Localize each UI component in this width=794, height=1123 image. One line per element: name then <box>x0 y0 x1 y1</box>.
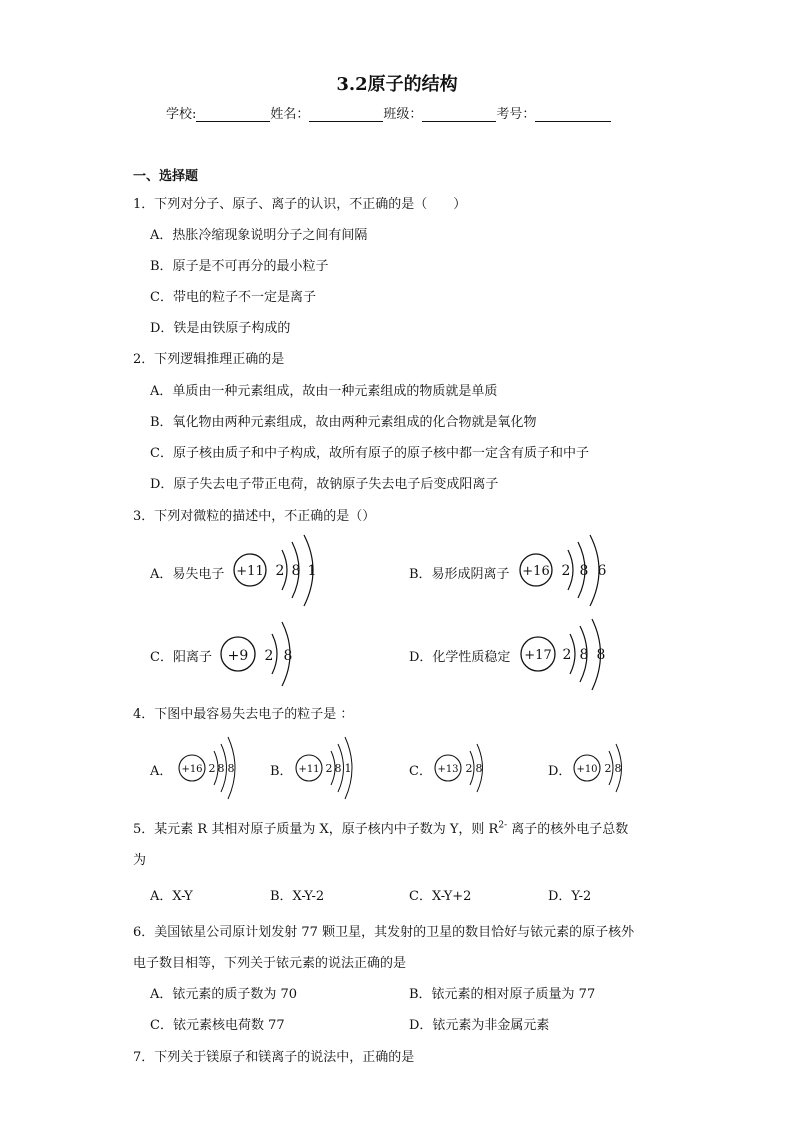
nucleus-label: +11 <box>236 564 264 579</box>
shell-count-3: 8 <box>596 647 606 663</box>
nucleus-label: +10 <box>576 764 598 775</box>
page-title: 3.2原子的结构 <box>336 74 458 95</box>
q6-stem-line2: 电子数目相等，下列关于铱元素的说法正确的是 <box>133 956 407 971</box>
shell-count-1: 2 <box>325 762 333 775</box>
q2-option-c[interactable]: C．原子核由质子和中子构成，故所有原子的原子核中都一定含有质子和中子 <box>150 446 589 461</box>
shell-count-2: 8 <box>579 563 589 579</box>
shell-count-3: 8 <box>227 762 235 775</box>
nucleus-label: +11 <box>298 764 320 775</box>
q1-stem: 1．下列对分子、原子、离子的认识，不正确的是（ ） <box>133 197 467 212</box>
q3-option-a-label[interactable]: A．易失电子 <box>150 567 225 582</box>
q5-stem-part2: 离子的核外电子总数 <box>507 822 629 837</box>
class-label: 班级： <box>383 107 423 122</box>
shell-count-1: 2 <box>465 762 473 775</box>
q5-option-c[interactable]: C．X-Y+2 <box>409 889 472 904</box>
q6-option-a[interactable]: A．铱元素的质子数为 70 <box>150 987 298 1002</box>
q4-stem: 4．下图中最容易失去电子的粒子是 ： <box>133 707 354 722</box>
section-heading: 一、选择题 <box>133 169 199 184</box>
q5-option-d[interactable]: D．Y-2 <box>548 889 592 904</box>
q3-option-d-diagram <box>518 614 610 694</box>
q4-option-c-diagram <box>432 733 492 803</box>
q4-option-b-diagram <box>293 733 363 803</box>
q5-stem <box>133 818 628 837</box>
q4-option-a-diagram <box>176 733 246 803</box>
q1-option-d[interactable]: D．铁是由铁原子构成的 <box>150 321 291 336</box>
q6-option-d[interactable]: D．铱元素为非金属元素 <box>409 1018 550 1033</box>
q2-option-a[interactable]: A．单质由一种元素组成，故由一种元素组成的物质就是单质 <box>150 384 498 399</box>
q4-option-d-label[interactable]: D． <box>548 764 572 779</box>
q6-stem-line1: 6．美国铱星公司原计划发射 77 颗卫星，其发射的卫星的数目恰好与铱元素的原子核外 <box>133 925 635 940</box>
school-label: 学校: <box>166 107 197 122</box>
shell-count-2: 8 <box>334 762 342 775</box>
shell-count-2: 8 <box>614 762 622 775</box>
q5-superscript: 2- <box>498 820 508 831</box>
q1-option-a[interactable]: A．热胀冷缩现象说明分子之间有间隔 <box>150 228 368 243</box>
name-blank[interactable] <box>309 107 383 122</box>
q4-option-d-diagram <box>571 733 631 803</box>
q1-option-c[interactable]: C．带电的粒子不一定是离子 <box>150 290 316 305</box>
q5-stem-part1: 5．某元素 R 其相对原子质量为 X，原子核内中子数为 Y，则 R <box>133 822 499 837</box>
q7-stem: 7．下列关于镁原子和镁离子的说法中，正确的是 <box>133 1050 415 1065</box>
q6-option-c[interactable]: C．铱元素核电荷数 77 <box>150 1018 285 1033</box>
q4-option-b-label[interactable]: B． <box>270 764 293 779</box>
q2-stem: 2．下列逻辑推理正确的是 <box>133 352 285 367</box>
student-info-row <box>166 103 611 122</box>
q3-option-c-diagram <box>218 614 298 694</box>
shell-count-1: 2 <box>604 762 612 775</box>
shell-count-1: 2 <box>561 563 571 579</box>
school-blank[interactable] <box>196 107 270 122</box>
shell-count-3: 1 <box>307 563 317 579</box>
shell-count-2: 8 <box>217 762 225 775</box>
q5-option-a[interactable]: A．X-Y <box>150 889 193 904</box>
q2-option-d[interactable]: D．原子失去电子带正电荷，故钠原子失去电子后变成阳离子 <box>150 477 499 492</box>
shell-count-1: 2 <box>275 563 285 579</box>
q2-option-b[interactable]: B．氧化物由两种元素组成，故由两种元素组成的化合物就是氧化物 <box>150 415 537 430</box>
q3-option-b-label[interactable]: B．易形成阴离子 <box>409 567 510 582</box>
shell-count-1: 2 <box>562 647 572 663</box>
q1-option-b[interactable]: B．原子是不可再分的最小粒子 <box>150 259 329 274</box>
nucleus-label: +16 <box>522 564 550 579</box>
q6-option-b[interactable]: B．铱元素的相对原子质量为 77 <box>409 987 596 1002</box>
shell-count-3: 6 <box>597 563 607 579</box>
q3-option-b-diagram <box>518 530 610 610</box>
q3-option-d-label[interactable]: D．化学性质稳定 <box>409 650 511 665</box>
q3-option-a-diagram <box>232 530 322 610</box>
shell-count-2: 8 <box>579 647 589 663</box>
nucleus-label: +13 <box>437 764 459 775</box>
nucleus-label: +9 <box>227 648 249 664</box>
name-label: 姓名： <box>270 107 310 122</box>
q4-option-c-label[interactable]: C． <box>409 764 432 779</box>
class-blank[interactable] <box>422 107 496 122</box>
shell-count-2: 8 <box>283 648 293 664</box>
q5-option-b[interactable]: B．X-Y-2 <box>270 889 325 904</box>
q3-option-c-label[interactable]: C．阳离子 <box>150 650 212 665</box>
shell-count-3: 1 <box>344 762 352 775</box>
nucleus-label: +17 <box>524 648 552 663</box>
q5-stem-line2: 为 <box>133 853 147 868</box>
shell-count-2: 8 <box>475 762 483 775</box>
nucleus-label: +16 <box>181 764 203 775</box>
exam-no-blank[interactable] <box>535 107 611 122</box>
q3-stem: 3．下列对微粒的描述中，不正确的是（） <box>133 509 376 524</box>
shell-count-2: 8 <box>291 563 301 579</box>
shell-count-1: 2 <box>264 648 274 664</box>
exam-no-label: 考号： <box>496 107 536 122</box>
shell-count-1: 2 <box>208 762 216 775</box>
q4-option-a-label[interactable]: A． <box>150 764 173 779</box>
